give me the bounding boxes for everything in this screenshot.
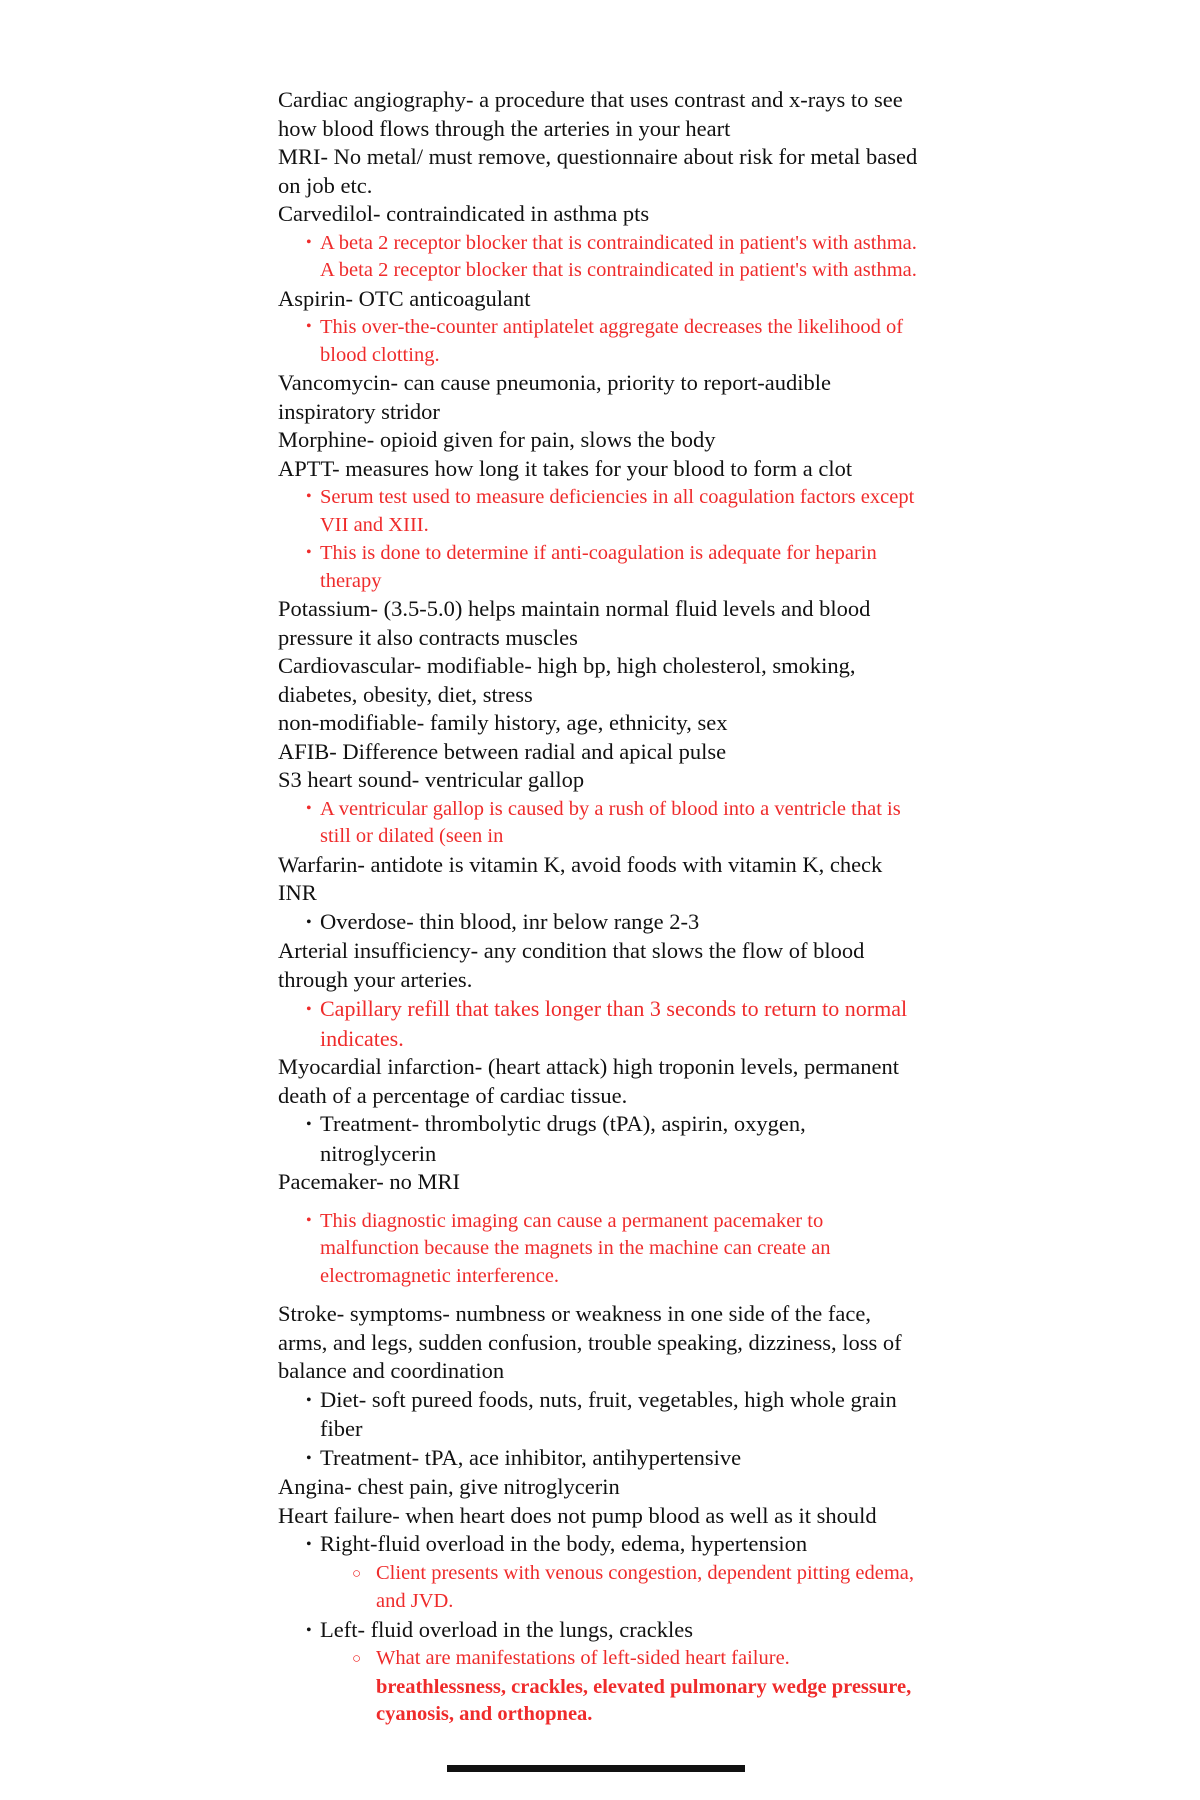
note-cardiovascular: Cardiovascular- modifiable- high bp, high cholesterol, smoking, diabetes, obesity, diet, stress <box>278 653 856 707</box>
notes-document <box>278 86 918 1729</box>
stroke-diet: Diet- soft pureed foods, nuts, fruit, vegetables, high whole grain fiber <box>320 1386 897 1441</box>
note-non-modifiable: non-modifiable- family history, age, ethnicity, sex <box>278 710 728 735</box>
note-morphine: Morphine- opioid given for pain, slows the body <box>278 427 716 452</box>
carvedilol-detail: A beta 2 receptor blocker that is contraindicated in patient's with asthma. A beta 2 receptor blocker that is contraindicated in patient's with asthma. <box>320 231 917 281</box>
sub-bullet-item <box>278 1560 918 1616</box>
bullet-item <box>278 908 918 938</box>
note-arterial-insufficiency: Arterial insufficiency- any condition that slows the flow of blood through your arteries. <box>278 938 865 992</box>
note-heart-failure: Heart failure- when heart does not pump blood as well as it should <box>278 1502 877 1528</box>
bullet-icon: • <box>306 233 312 251</box>
sub-bullet-item <box>278 1645 918 1674</box>
circle-bullet-icon: ○ <box>352 1651 362 1667</box>
redaction-bar <box>447 1765 745 1772</box>
bullet-item <box>278 313 918 369</box>
bullet-item <box>278 483 918 539</box>
note-afib: AFIB- Difference between radial and apical pulse <box>278 738 727 764</box>
bullet-item <box>278 795 918 851</box>
note-s3: S3 heart sound- ventricular gallop <box>278 767 585 792</box>
bullet-item <box>278 539 918 595</box>
bullet-item <box>278 1207 918 1291</box>
hf-left: Left- fluid overload in the lungs, crackles <box>320 1616 693 1642</box>
note-carvedilol: Carvedilol- contraindicated in asthma pts <box>278 201 650 226</box>
bullet-icon: • <box>306 1116 312 1133</box>
bullet-icon: • <box>306 318 312 335</box>
bullet-icon: • <box>306 1211 312 1229</box>
note-aptt: APTT- measures how long it takes for your blood to form a clot <box>278 455 853 481</box>
warfarin-detail: Overdose- thin blood, inr below range 2-3 <box>320 908 700 934</box>
pacemaker-detail: This diagnostic imaging can cause a permanent pacemaker to malfunction because the magnets in the machine can create an electromagnetic interference. <box>320 1209 831 1287</box>
bullet-icon: • <box>306 544 312 561</box>
aptt-detail-1: Serum test used to measure deficiencies in all coagulation factors except VII and XIII. <box>320 486 915 536</box>
bullet-icon: • <box>306 799 312 817</box>
bullet-item <box>278 1386 918 1444</box>
note-warfarin: Warfarin- antidote is vitamin K, avoid foods with vitamin K, check INR <box>278 851 883 905</box>
bullet-icon: • <box>306 913 312 931</box>
bullet-item <box>278 994 918 1053</box>
spacer <box>278 1197 918 1207</box>
circle-bullet-icon: ○ <box>352 1565 362 1582</box>
note-pacemaker: Pacemaker- no MRI <box>278 1169 460 1194</box>
hf-right: Right-fluid overload in the body, edema, hypertension <box>320 1531 808 1556</box>
note-potassium: Potassium- (3.5-5.0) helps maintain normal fluid levels and blood pressure it also contracts muscles <box>278 596 871 650</box>
aptt-detail-2: This is done to determine if anti-coagulation is adequate for heparin therapy <box>320 542 877 592</box>
bullet-icon: • <box>306 1391 312 1409</box>
bullet-item <box>278 229 918 285</box>
spacer <box>278 1290 918 1300</box>
aspirin-detail: This over-the-counter antiplatelet aggregate decreases the likelihood of blood clotting. <box>320 316 904 366</box>
note-myocardial-infarction: Myocardial infarction- (heart attack) high troponin levels, permanent death of a percentage of cardiac tissue. <box>278 1054 900 1108</box>
note-mri: MRI- No metal/ must remove, questionnaire about risk for metal based on job etc. <box>278 144 918 198</box>
bullet-item <box>278 1444 918 1474</box>
hf-right-detail: Client presents with venous congestion, dependent pitting edema, and JVD. <box>376 1561 915 1612</box>
bullet-icon: • <box>306 1536 312 1553</box>
note-vancomycin: Vancomycin- can cause pneumonia, priority to report-audible inspiratory stridor <box>278 370 831 424</box>
bullet-item <box>278 1616 918 1646</box>
bullet-item <box>278 1530 918 1560</box>
s3-detail: A ventricular gallop is caused by a rush of blood into a ventricle that is still or dilated (seen in <box>320 797 901 847</box>
bullet-icon: • <box>306 1449 312 1467</box>
mi-treatment: Treatment- thrombolytic drugs (tPA), aspirin, oxygen, nitroglycerin <box>320 1111 806 1166</box>
bullet-item <box>278 1110 918 1168</box>
bullet-icon: • <box>306 488 312 505</box>
bullet-icon: • <box>306 1621 312 1639</box>
note-angina: Angina- chest pain, give nitroglycerin <box>278 1474 620 1499</box>
hf-left-answer: breathlessness, crackles, elevated pulmonary wedge pressure, cyanosis, and orthopnea. <box>376 1675 912 1725</box>
note-stroke: Stroke- symptoms- numbness or weakness in one side of the face, arms, and legs, sudden confusion, trouble speaking, dizziness, loss of balance and coordination <box>278 1301 902 1383</box>
hf-left-question: What are manifestations of left-sided heart failure. <box>376 1647 790 1669</box>
stroke-treatment: Treatment- tPA, ace inhibitor, antihypertensive <box>320 1444 742 1470</box>
bullet-icon: • <box>306 1001 312 1018</box>
note-cardiac-angiography: Cardiac angiography- a procedure that uses contrast and x-rays to see how blood flows through the arteries in your heart <box>278 87 903 141</box>
arterial-detail: Capillary refill that takes longer than 3 seconds to return to normal indicates. <box>320 996 908 1051</box>
note-aspirin: Aspirin- OTC anticoagulant <box>278 285 531 311</box>
